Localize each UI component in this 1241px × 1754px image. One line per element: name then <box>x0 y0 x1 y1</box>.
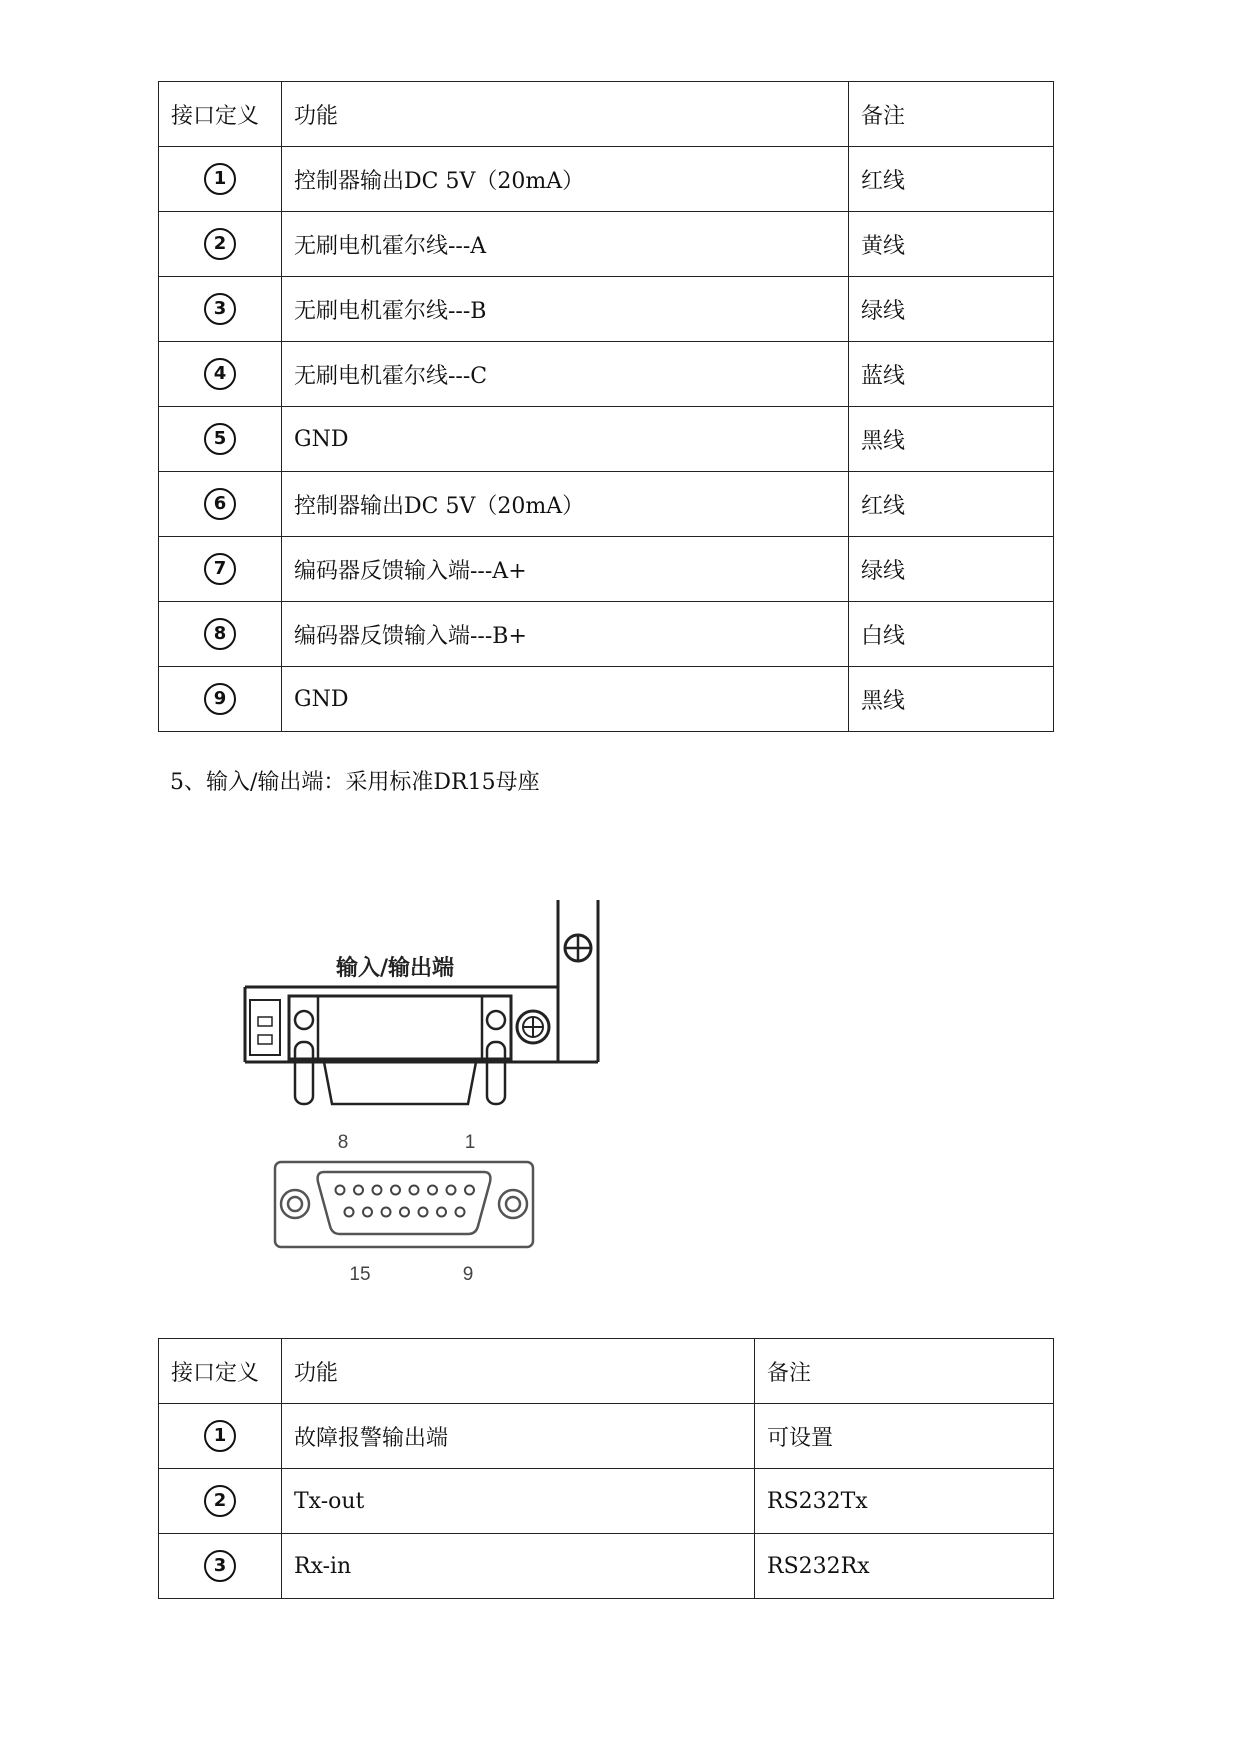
table-row <box>159 1534 1054 1599</box>
function-cell: GND <box>282 407 849 472</box>
db15-shell <box>318 1172 491 1234</box>
db15-pin-hole <box>391 1186 400 1195</box>
pin-label-1: 1 <box>464 1132 476 1153</box>
db15-pin-hole <box>428 1186 437 1195</box>
note-cell: 黑线 <box>849 667 1054 732</box>
note-cell: 绿线 <box>849 277 1054 342</box>
function-cell: 编码器反馈输入端---A+ <box>282 537 849 602</box>
circled-pin-number: 4 <box>204 358 236 390</box>
circled-pin-number: 7 <box>204 553 236 585</box>
db15-pin-hole <box>410 1186 419 1195</box>
circled-pin-number: 8 <box>204 618 236 650</box>
pin-cell <box>159 602 282 667</box>
mount-hole-left <box>295 1011 313 1029</box>
db15-pin-hole <box>437 1208 446 1217</box>
db15-pin-hole <box>373 1186 382 1195</box>
circled-pin-number: 2 <box>204 228 236 260</box>
circled-pin-number: 3 <box>204 1550 236 1582</box>
circled-pin-number: 1 <box>204 163 236 195</box>
pin-cell <box>159 472 282 537</box>
db15-pin-hole <box>345 1208 354 1217</box>
pin-cell <box>159 212 282 277</box>
pin-cell <box>159 1404 282 1469</box>
circled-pin-number: 6 <box>204 488 236 520</box>
db15-pin-hole <box>354 1186 363 1195</box>
table-row <box>159 407 1054 472</box>
led-indicator-block <box>250 1000 280 1055</box>
pin-cell <box>159 147 282 212</box>
table-row <box>159 1404 1054 1469</box>
db15-pin-hole <box>456 1208 465 1217</box>
mount-hole-right <box>487 1011 505 1029</box>
function-cell: GND <box>282 667 849 732</box>
function-cell: Tx-out <box>282 1469 755 1534</box>
pin-label-9: 9 <box>462 1264 474 1285</box>
table-header-row <box>159 82 1054 147</box>
pin-cell <box>159 537 282 602</box>
function-cell: 控制器输出DC 5V（20mA） <box>282 472 849 537</box>
pin-label-8: 8 <box>337 1132 349 1153</box>
flange-hole-left <box>281 1190 309 1218</box>
table-header-cell: 功能 <box>282 1339 755 1404</box>
post-right <box>487 1042 505 1104</box>
db15-pin-hole <box>400 1208 409 1217</box>
function-cell: 控制器输出DC 5V（20mA） <box>282 147 849 212</box>
circled-pin-number: 1 <box>204 1420 236 1452</box>
function-cell: 故障报警输出端 <box>282 1404 755 1469</box>
section-title: 5、输入/输出端：采用标准DR15母座 <box>170 770 540 795</box>
table-row <box>159 602 1054 667</box>
table-row <box>159 472 1054 537</box>
table-row <box>159 212 1054 277</box>
circled-pin-number: 3 <box>204 293 236 325</box>
db15-pin-hole <box>336 1186 345 1195</box>
table-header-cell: 备注 <box>755 1339 1054 1404</box>
circled-pin-number: 2 <box>204 1485 236 1517</box>
pin-definition-table-2 <box>158 1338 1054 1599</box>
note-cell: 红线 <box>849 472 1054 537</box>
db15-pin-hole <box>363 1208 372 1217</box>
figure-label: 输入/输出端 <box>335 956 455 981</box>
note-cell: 黄线 <box>849 212 1054 277</box>
note-cell: 白线 <box>849 602 1054 667</box>
note-cell: 红线 <box>849 147 1054 212</box>
note-cell: RS232Rx <box>755 1534 1054 1599</box>
db15-pin-hole <box>465 1186 474 1195</box>
db15-pin-hole <box>447 1186 456 1195</box>
function-cell: Rx-in <box>282 1534 755 1599</box>
pin-cell <box>159 667 282 732</box>
circled-pin-number: 5 <box>204 423 236 455</box>
note-cell: 蓝线 <box>849 342 1054 407</box>
table-header-cell: 接口定义 <box>159 82 282 147</box>
pin-cell <box>159 1469 282 1534</box>
circled-pin-number: 9 <box>204 683 236 715</box>
pin-definition-table-1 <box>158 81 1054 732</box>
note-cell: 可设置 <box>755 1404 1054 1469</box>
function-cell: 无刷电机霍尔线---A <box>282 212 849 277</box>
post-left <box>295 1042 313 1104</box>
table-row <box>159 277 1054 342</box>
table-header-cell: 接口定义 <box>159 1339 282 1404</box>
db15-connector-diagram <box>240 890 620 1285</box>
db15-pin-hole <box>419 1208 428 1217</box>
pin-cell <box>159 342 282 407</box>
table-row <box>159 1469 1054 1534</box>
connector-housing <box>289 996 511 1059</box>
pin-label-15: 15 <box>349 1264 371 1285</box>
function-cell: 无刷电机霍尔线---B <box>282 277 849 342</box>
pin-cell <box>159 407 282 472</box>
db15-pin-hole <box>382 1208 391 1217</box>
table-row <box>159 342 1054 407</box>
table-header-cell: 功能 <box>282 82 849 147</box>
db15-front-view <box>275 1162 533 1247</box>
note-cell: 绿线 <box>849 537 1054 602</box>
function-cell: 无刷电机霍尔线---C <box>282 342 849 407</box>
table-row <box>159 667 1054 732</box>
table-header-row <box>159 1339 1054 1404</box>
table-row <box>159 537 1054 602</box>
pin-cell <box>159 1534 282 1599</box>
pin-cell <box>159 277 282 342</box>
flange-hole-right <box>499 1190 527 1218</box>
d-shell <box>324 1062 476 1104</box>
table-header-cell: 备注 <box>849 82 1054 147</box>
table-row <box>159 147 1054 212</box>
note-cell: RS232Tx <box>755 1469 1054 1534</box>
note-cell: 黑线 <box>849 407 1054 472</box>
function-cell: 编码器反馈输入端---B+ <box>282 602 849 667</box>
